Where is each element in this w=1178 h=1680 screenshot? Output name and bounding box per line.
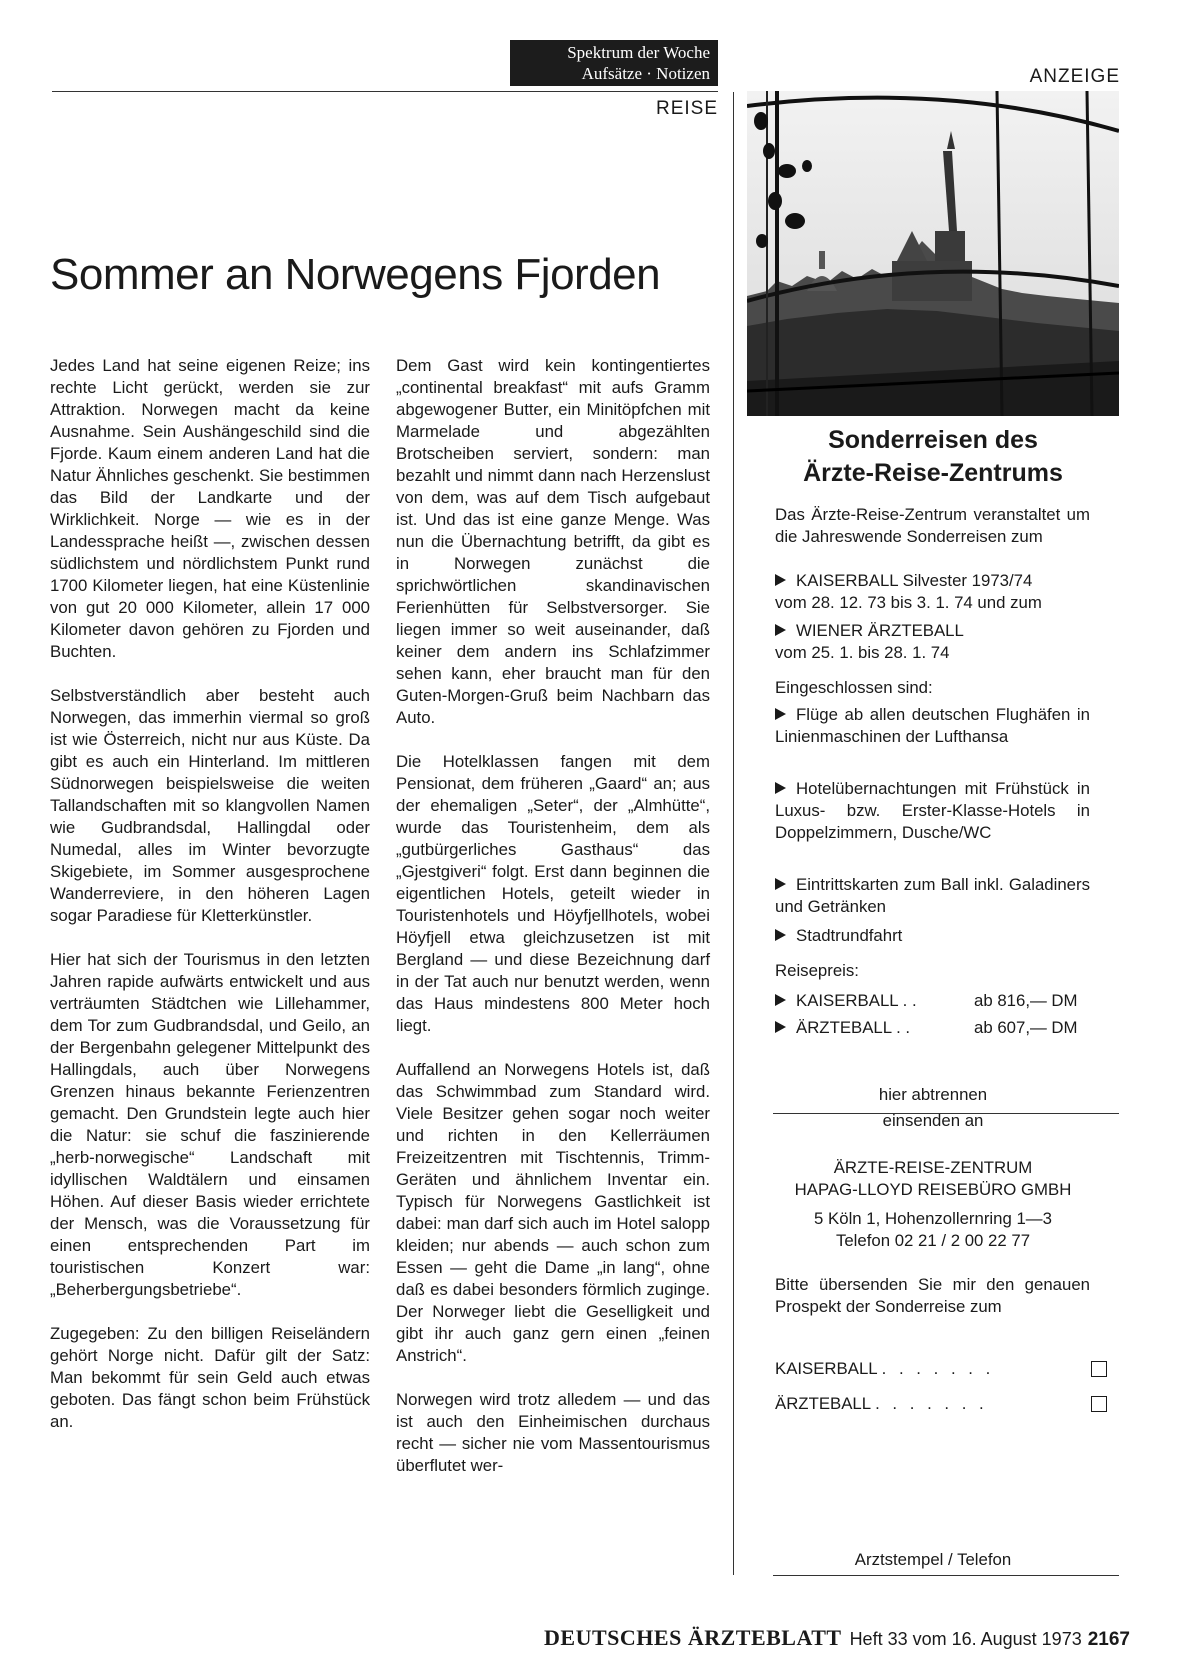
event-dates: vom 25. 1. bis 28. 1. 74	[775, 643, 950, 662]
triangle-bullet-icon	[775, 782, 786, 794]
included-heading: Eingeschlossen sind:	[775, 678, 933, 697]
price-row: KAISERBALL . . ab 816,— DM	[775, 990, 1105, 1012]
cut-label: hier abtrennen	[878, 1085, 988, 1104]
triangle-bullet-icon	[775, 708, 786, 720]
phone-line: Telefon 02 21 / 2 00 22 77	[835, 1231, 1031, 1250]
section-badge	[510, 40, 718, 86]
triangle-bullet-icon	[775, 624, 786, 636]
paragraph: Zugegeben: Zu den billigen Reiseländern gehört Norge nicht. Dafür gilt der Satz: Man bekommt für sein Geld auch etwas geboten. Das fängt schon beim Frühstück an.	[50, 1324, 370, 1431]
publication-name: DEUTSCHES ÄRZTEBLATT	[544, 1625, 842, 1650]
address-line: HAPAG-LLOYD REISEBÜRO GMBH	[794, 1180, 1072, 1199]
order-option-aerzteball: ÄRZTEBALL . . . . . . .	[775, 1393, 1107, 1415]
event-wiener-aerzteball	[775, 620, 1105, 642]
page-number: 2167	[1087, 1629, 1130, 1650]
paragraph: Die Hotelklassen fangen mit dem Pensionat, dem früheren „Gaard“ an; aus der ehemaligen „Seter“, der „Almhütte“, wurde das Touristenheim, dem als „gutbürgerliches Gasthaus“ das „Gjestgiveri“ folgt. Erst dann beginnen die eigentlichen Hotels, geteilt wieder in Touristenhotels und Höyfjellhotels, wobei Höyfjell etwa gleichzusetzen ist mit Bergland — und diese Bezeichnung darf in der Tat auch nur benutzt werden, wenn das Haus mindestens 800 Meter hoch liegt.	[396, 752, 710, 1035]
triangle-bullet-icon	[775, 929, 786, 941]
triangle-bullet-icon	[775, 1021, 786, 1033]
paragraph: Auffallend an Norwegens Hotels ist, daß das Schwimmbad zum Standard wird. Viele Besitzer gehen sogar noch weiter und richten in den Kellerräumen Freizeitzentren mit Tischtennis, Trimm-Geräten und ähnlichem Inventar ein. Typisch für Norwegens Gastlichkeit ist dabei: man darf sich auch im Hotel salopp kleiden; nur abends — auch schon zum Essen — geht die Dame „in lang“, ohne daß es dabei besonders förmlich zuginge. Der Norweger liebt die Geselligkeit und gibt ihr auch ganz gern einen „feinen Anstrich“.	[396, 1060, 710, 1365]
request-text: Bitte übersenden Sie mir den genauen Prospekt der Sonderreise zum	[775, 1275, 1090, 1316]
ad-title-line-2: Ärzte-Reise-Zentrums	[803, 459, 1063, 487]
vienna-skyline-photo	[747, 91, 1119, 416]
order-option-kaiserball: KAISERBALL . . . . . . .	[775, 1358, 1107, 1380]
paragraph: Jedes Land hat seine eigenen Reize; ins rechte Licht gerückt, werden sie zur Attraktion. Norwegen macht da keine Ausnahme. Sein Aushängeschild sind die Fjorde. Kaum einem anderen Land hat die Natur Ähnliches geschenkt. Sie bestimmen das Bild der Landkarte und der Wirklichkeit. Norge — wie es in der Landessprache heißt —, zwischen dessen südlichstem und nördlichstem Punkt rund 1700 Kilometer liegen, hat eine Küstenlinie von gut 20 000 Kilometer, allein 17 000 Kilometer davon gehören zu Fjorden und Buchten.	[50, 356, 370, 661]
send-label: einsenden an	[882, 1111, 984, 1130]
ad-intro: Das Ärzte-Reise-Zentrum veranstaltet um die Jahreswende Sonderreisen zum	[775, 505, 1090, 546]
price-row: ÄRZTEBALL . . ab 607,— DM	[775, 1017, 1105, 1039]
triangle-bullet-icon	[775, 574, 786, 586]
article-column-1	[50, 355, 370, 1455]
event-label: WIENER ÄRZTEBALL	[796, 621, 964, 640]
ad-label: ANZEIGE	[1029, 66, 1120, 87]
category-label: REISE	[655, 98, 718, 119]
checkbox-aerzteball[interactable]	[1091, 1396, 1107, 1412]
checkbox-kaiserball[interactable]	[1091, 1361, 1107, 1377]
section-line-2: Aufsätze · Notizen	[581, 64, 710, 83]
included-item: Stadtrundfahrt	[775, 925, 1105, 947]
triangle-bullet-icon	[775, 878, 786, 890]
page-footer	[470, 1625, 1130, 1651]
included-item: Hotelübernachtungen mit Frühstück in Luxus- bzw. Erster-Klasse-Hotels in Doppelzimmern, Dusche/WC	[775, 779, 1090, 842]
ad-title	[748, 424, 1118, 490]
address-line: 5 Köln 1, Hohenzollernring 1—3	[814, 1209, 1052, 1228]
header-rule	[52, 91, 718, 92]
paragraph: Selbstverständlich aber besteht auch Norwegen, das immerhin viermal so groß ist wie Österreich, nicht nur aus Küste. Da gibt es auch ein Hinterland. Im mittleren Südnorwegen beispielsweise die weiten Tallandschaften mit so klangvollen Namen wie Gudbrandsdal, Hallingdal oder Numedal, alles im Winter bevorzugte Skigebiete, im Sommer ausgesprochene Wanderreviere, in den höheren Lagen sogar Paradiese für Kletterkünstler.	[50, 686, 370, 925]
address-line: ÄRZTE-REISE-ZENTRUM	[833, 1158, 1033, 1177]
event-kaiserball	[775, 570, 1105, 592]
article-title: Sommer an Norwegens Fjorden	[50, 250, 661, 299]
stamp-rule	[773, 1575, 1119, 1576]
paragraph: Dem Gast wird kein kontingentiertes „continental breakfast“ mit aufs Gramm abgewogener Butter, ein Minitöpfchen mit Marmelade und abgezählten Brotscheiben serviert, sondern: man bezahlt und nimmt dann nach Herzenslust von dem, was auf dem Tisch aufgebaut ist. Und das ist eine ganze Menge. Was nun die Übernachtung betrifft, da gibt es in Norwegen zunächst die sprichwörtlichen skandinavischen Ferienhütten für Selbstversorger. Sie liegen immer so weit auseinander, daß keiner dem andern ins Schlafzimmer sehen kann, eher braucht man für den Guten-Morgen-Gruß beim Nachbarn das Auto.	[396, 356, 710, 727]
column-divider	[733, 92, 734, 1575]
ad-title-line-1: Sonderreisen des	[828, 426, 1038, 454]
section-line-1: Spektrum der Woche	[567, 43, 710, 62]
event-label: KAISERBALL Silvester 1973/74	[796, 571, 1033, 590]
triangle-bullet-icon	[775, 994, 786, 1006]
article-column-2	[396, 355, 710, 1499]
price-heading: Reisepreis:	[775, 961, 859, 980]
issue-info: Heft 33 vom 16. August 1973	[849, 1629, 1082, 1649]
stamp-label: Arztstempel / Telefon	[854, 1550, 1012, 1569]
included-item: Flüge ab allen deutschen Flughäfen in Linienmaschinen der Lufthansa	[775, 705, 1090, 746]
paragraph: Norwegen wird trotz alledem — und das ist auch den Einheimischen durchaus recht — sicher nie vom Massentourismus überflutet wer-	[396, 1390, 710, 1475]
included-item: Eintrittskarten zum Ball inkl. Galadiners und Getränken	[775, 875, 1090, 916]
event-dates: vom 28. 12. 73 bis 3. 1. 74 und zum	[775, 593, 1042, 612]
paragraph: Hier hat sich der Tourismus in den letzten Jahren rapide aufwärts entwickelt und aus verträumten Städtchen wie Lillehammer, dem Tor zum Gudbrandsdal, und Geilo, an der Bergenbahn gelegener Mittelpunkt des Hallingdals, auch über Norwegens Grenzen hinaus bekannte Ferienzentren gemacht. Den Grundstein legte auch hier die Natur: sie schuf die faszinierende „herb-norwegische“ Landschaft mit idyllischen Waldtälern und einsamen Höhen. Auf dieser Basis wieder errichtete der Mensch, was die Voraussetzung für einen entsprechenden Part im touristischen Konzert war: „Beherbergungsbetriebe“.	[50, 950, 370, 1299]
